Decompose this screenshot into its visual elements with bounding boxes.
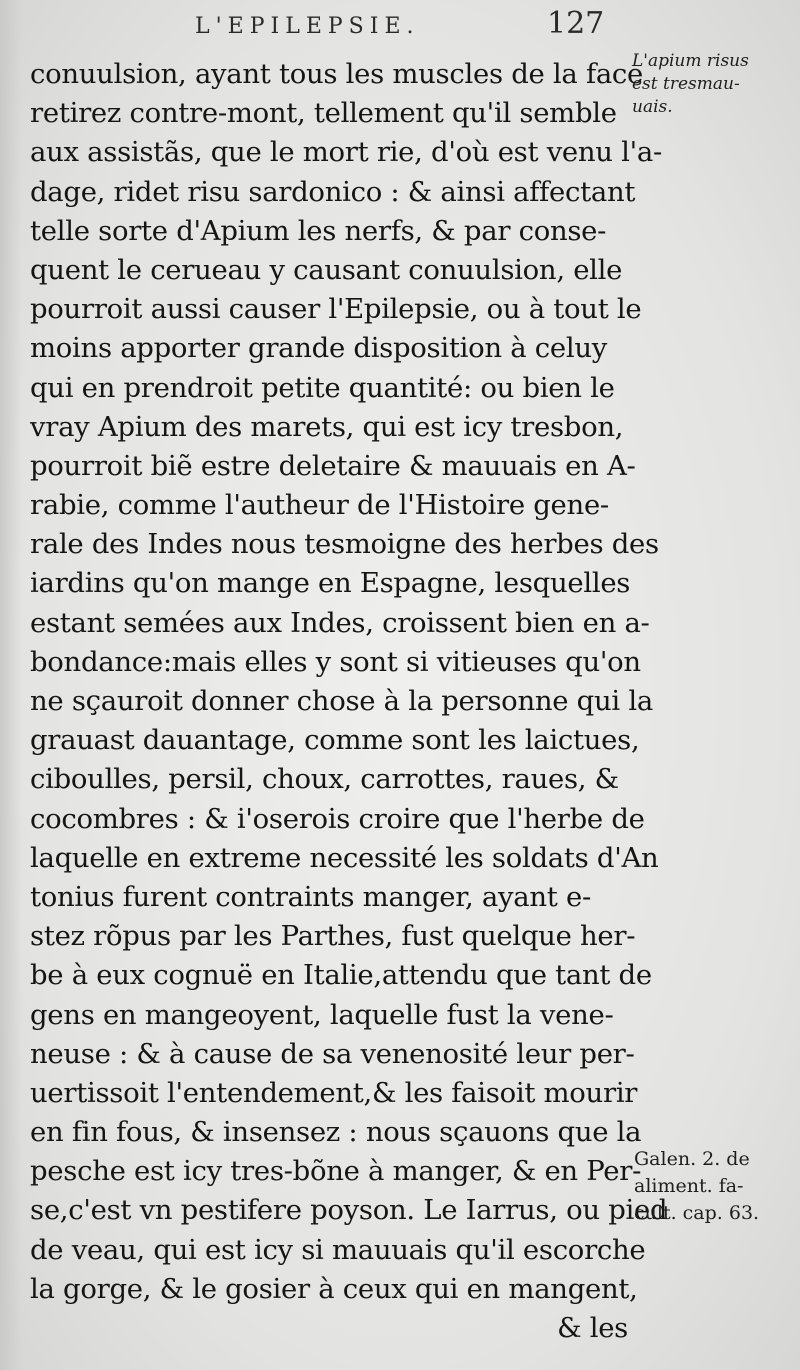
text-line: rale des Indes nous tesmoigne des herbes des (30, 528, 659, 561)
text-line: de veau, qui est icy si mauuais qu'il escorche (30, 1233, 646, 1266)
text-line: laquelle en extreme necessité les soldats d'An (30, 841, 659, 874)
text-line: estant semées aux Indes, croissent bien en a- (30, 606, 650, 639)
text-line: dage, ridet risu sardonico : & ainsi affectant (30, 175, 636, 208)
text-line: cocombres : & i'oserois croire que l'herbe de (30, 802, 645, 835)
page-number: 127 (547, 6, 605, 41)
margin-note-line: uais. (632, 97, 673, 117)
text-line: retirez contre-mont, tellement qu'il semble (30, 97, 617, 130)
text-line: vray Apium des marets, qui est icy tresbon, (30, 410, 624, 443)
margin-note-line: Galen. 2. de (634, 1148, 750, 1170)
text-line: tonius furent contraints manger, ayant e- (30, 880, 591, 913)
text-line: ciboulles, persil, choux, carrottes, raues, & (30, 763, 619, 796)
margin-note-line: aliment. fa- (634, 1175, 744, 1197)
text-line: quent le cerueau y causant conuulsion, elle (30, 253, 623, 286)
text-line: neuse : & à cause de sa venenosité leur per- (30, 1037, 635, 1070)
main-text-block (30, 55, 668, 1348)
text-line: aux assistãs, que le mort rie, d'où est venu l'a- (30, 136, 663, 169)
text-line: uertissoit l'entendement,& les faisoit mourir (30, 1076, 638, 1109)
text-line: en fin fous, & insensez : nous sçauons que la (30, 1116, 642, 1149)
text-line: bondance:mais elles y sont si vitieuses qu'on (30, 645, 641, 678)
text-line: iardins qu'on mange en Espagne, lesquelles (30, 567, 631, 600)
text-line: grauast dauantage, comme sont les laictues, (30, 724, 640, 757)
margin-note-apium (632, 50, 797, 119)
text-line: conuulsion, ayant tous les muscles de la face (30, 58, 643, 90)
running-head: L'EPILEPSIE. (195, 14, 420, 39)
text-line: pourroit biẽ estre deletaire & mauuais en A- (30, 449, 636, 482)
margin-note-line: cult. cap. 63. (634, 1202, 760, 1224)
text-line: moins apporter grande disposition à celuy (30, 332, 607, 365)
text-line: qui en prendroit petite quantité: ou bien le (30, 371, 615, 404)
page-gutter-shadow (0, 0, 22, 1370)
page-header (0, 4, 800, 44)
text-line: pesche est icy tres-bõne à manger, & en Per- (30, 1155, 642, 1188)
margin-note-galen (634, 1146, 799, 1227)
text-line: rabie, comme l'autheur de l'Histoire gene- (30, 489, 609, 522)
margin-note-line: L'apium risus (632, 51, 749, 71)
text-line: ne sçauroit donner chose à la personne qui la (30, 685, 653, 717)
margin-note-line: est tresmau- (632, 74, 740, 94)
text-line: se,c'est vn pestifere poyson. Le Iarrus, ou pied (30, 1194, 668, 1227)
text-line: gens en mangeoyent, laquelle fust la vene- (30, 998, 614, 1031)
text-line: stez rõpus par les Parthes, fust quelque her- (30, 920, 636, 953)
text-line: be à eux cognuë en Italie,attendu que tant de (30, 959, 652, 992)
text-line: la gorge, & le gosier à ceux qui en mangent, (30, 1272, 638, 1305)
text-line: telle sorte d'Apium les nerfs, & par conse- (30, 214, 607, 247)
catchword: & les (557, 1312, 628, 1344)
text-line: pourroit aussi causer l'Epilepsie, ou à tout le (30, 293, 642, 326)
